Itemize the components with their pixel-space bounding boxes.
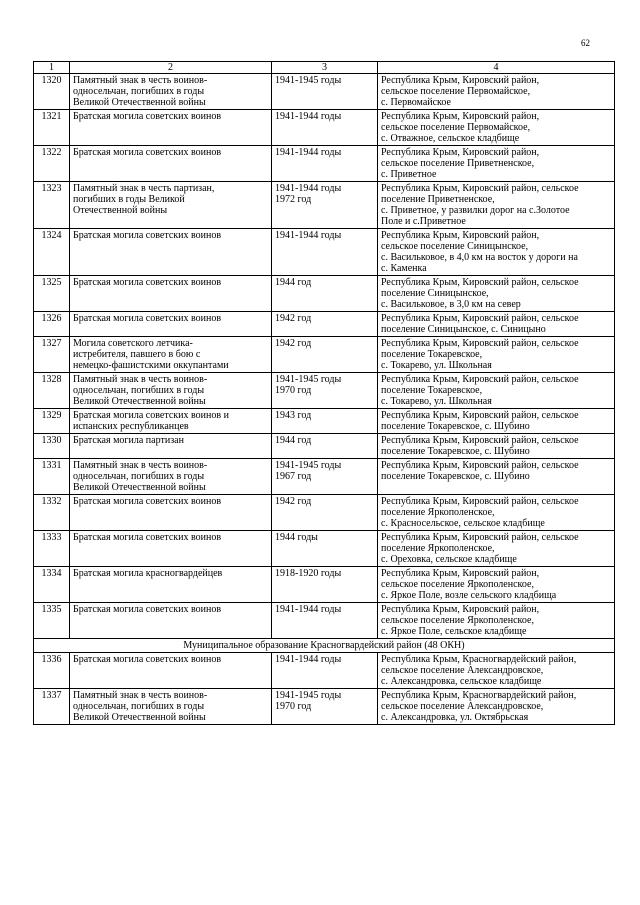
monument-name-cell: [70, 531, 272, 567]
monument-date-line: 1972 год: [275, 194, 312, 205]
monument-date-line: 1944 год: [275, 277, 312, 288]
table-row: [34, 495, 615, 531]
monument-name-line: истребителя, павшего в бою с: [73, 349, 201, 360]
monument-location-line: сельское поселение Приветненское,: [381, 158, 535, 169]
monument-name-cell: [70, 567, 272, 603]
monument-location-cell: [378, 182, 615, 229]
monument-date-cell: [272, 531, 378, 567]
table-row: [34, 74, 615, 110]
monument-number: 1328: [34, 373, 70, 409]
monument-location-line: поселение Токаревское, с. Шубино: [381, 421, 530, 432]
column-header-row: [34, 62, 615, 74]
monument-name-line: односельчан, погибших в годы: [73, 471, 205, 482]
monument-location-cell: [378, 531, 615, 567]
monument-number: 1321: [34, 110, 70, 146]
monument-location-line: Республика Крым, Кировский район, сельское: [381, 338, 579, 349]
column-header-1: 1: [34, 62, 70, 74]
monument-location-line: с. Красносельское, сельское кладбище: [381, 518, 545, 529]
monument-date-line: 1941-1944 годы: [275, 183, 342, 194]
monument-date-line: 1942 год: [275, 338, 312, 349]
monument-location-line: поселение Токаревское, с. Шубино: [381, 471, 530, 482]
monument-number: 1322: [34, 146, 70, 182]
monument-date-line: 1941-1945 годы: [275, 460, 342, 471]
monument-location-cell: [378, 276, 615, 312]
monument-name-cell: [70, 337, 272, 373]
monument-location-cell: [378, 373, 615, 409]
monument-location-cell: [378, 567, 615, 603]
monument-location-line: Республика Крым, Кировский район, сельское: [381, 374, 579, 385]
monument-location-line: Республика Крым, Кировский район, сельское: [381, 277, 579, 288]
monument-name-line: Братская могила партизан: [73, 435, 184, 446]
monument-name-line: односельчан, погибших в годы: [73, 86, 205, 97]
monument-date-cell: [272, 689, 378, 725]
monument-location-line: Республика Крым, Красногвардейский район,: [381, 654, 577, 665]
monument-name-line: Братская могила советских воинов: [73, 654, 222, 665]
monument-date-cell: [272, 434, 378, 459]
monument-location-cell: [378, 229, 615, 276]
monument-location-line: с. Васильковое, в 4,0 км на восток у дороги на: [381, 252, 578, 263]
monument-location-line: Республика Крым, Кировский район, сельское: [381, 435, 579, 446]
monument-location-line: поселение Яркополенское,: [381, 507, 495, 518]
monument-location-line: Республика Крым, Кировский район,: [381, 230, 540, 241]
table-row: [34, 459, 615, 495]
monument-date-cell: [272, 276, 378, 312]
monument-location-line: Республика Крым, Кировский район,: [381, 568, 540, 579]
monument-location-line: сельское поселение Синицынское,: [381, 241, 529, 252]
monument-location-line: Республика Крым, Кировский район,: [381, 111, 540, 122]
monument-date-cell: [272, 495, 378, 531]
monument-name-line: Братская могила советских воинов: [73, 277, 222, 288]
monument-location-line: с. Отважное, сельское кладбище: [381, 133, 520, 144]
monument-name-line: Братская могила советских воинов и: [73, 410, 229, 421]
monument-number: 1324: [34, 229, 70, 276]
monument-date-line: 1941-1944 годы: [275, 111, 342, 122]
monument-location-cell: [378, 653, 615, 689]
monument-name-line: Братская могила советских воинов: [73, 111, 222, 122]
monument-name-line: Памятный знак в честь воинов-: [73, 374, 208, 385]
table-row: [34, 229, 615, 276]
monument-location-line: Республика Крым, Кировский район, сельское: [381, 532, 579, 543]
monument-location-line: Республика Крым, Кировский район,: [381, 75, 540, 86]
monument-location-cell: [378, 110, 615, 146]
monument-number: 1327: [34, 337, 70, 373]
monument-date-cell: [272, 182, 378, 229]
monument-date-cell: [272, 567, 378, 603]
monument-location-line: сельское поселение Александровское,: [381, 701, 544, 712]
monument-location-line: поселение Токаревское,: [381, 385, 483, 396]
column-header-2: 2: [70, 62, 272, 74]
table-row: [34, 603, 615, 639]
monument-location-line: сельское поселение Первомайское,: [381, 122, 531, 133]
monument-number: 1333: [34, 531, 70, 567]
monument-location-cell: [378, 146, 615, 182]
monument-name-line: Братская могила советских воинов: [73, 496, 222, 507]
monument-name-line: односельчан, погибших в годы: [73, 701, 205, 712]
monument-location-line: поселение Приветненское,: [381, 194, 495, 205]
monument-date-line: 1941-1944 годы: [275, 604, 342, 615]
monument-location-line: поселение Синицынское,: [381, 288, 489, 299]
monument-location-line: с. Александровка, сельское кладбище: [381, 676, 542, 687]
monument-name-cell: [70, 312, 272, 337]
monument-location-line: с. Приветное, у развилки дорог на с.Золотое: [381, 205, 570, 216]
monument-name-cell: [70, 74, 272, 110]
table-row: [34, 434, 615, 459]
monument-number: 1323: [34, 182, 70, 229]
monument-location-line: сельское поселение Первомайское,: [381, 86, 531, 97]
table-row: [34, 146, 615, 182]
table-row: [34, 337, 615, 373]
monument-name-line: Памятный знак в честь воинов-: [73, 690, 208, 701]
monument-location-cell: [378, 312, 615, 337]
monument-date-cell: [272, 373, 378, 409]
monument-name-cell: [70, 373, 272, 409]
table-body-continued: [34, 653, 615, 725]
monument-location-line: Республика Крым, Кировский район,: [381, 604, 540, 615]
monument-number: 1320: [34, 74, 70, 110]
monument-location-line: Республика Крым, Кировский район, сельское: [381, 313, 579, 324]
monument-number: 1334: [34, 567, 70, 603]
monument-number: 1337: [34, 689, 70, 725]
monument-name-cell: [70, 229, 272, 276]
section-header-row: [34, 639, 615, 653]
monument-name-line: односельчан, погибших в годы: [73, 385, 205, 396]
monument-location-line: Республика Крым, Кировский район, сельское: [381, 410, 579, 421]
monument-name-line: испанских республиканцев: [73, 421, 189, 432]
table-row: [34, 312, 615, 337]
monument-location-line: сельское поселение Александровское,: [381, 665, 544, 676]
monument-date-cell: [272, 459, 378, 495]
monument-location-line: поселение Яркополенское,: [381, 543, 495, 554]
monument-date-line: 1967 год: [275, 471, 312, 482]
monument-name-cell: [70, 459, 272, 495]
table-row: [34, 567, 615, 603]
monument-location-cell: [378, 603, 615, 639]
monument-location-line: Поле и с.Приветное: [381, 216, 466, 227]
monument-date-cell: [272, 312, 378, 337]
monument-location-line: с. Ореховка, сельское кладбище: [381, 554, 517, 565]
monument-number: 1326: [34, 312, 70, 337]
monument-name-cell: [70, 276, 272, 312]
monument-number: 1332: [34, 495, 70, 531]
monument-location-line: с. Первомайское: [381, 97, 451, 108]
monument-location-line: Республика Крым, Кировский район,: [381, 147, 540, 158]
monument-location-line: с. Токарево, ул. Школьная: [381, 396, 492, 407]
monument-location-cell: [378, 74, 615, 110]
table-row: [34, 531, 615, 567]
monument-location-cell: [378, 689, 615, 725]
monument-date-line: 1944 годы: [275, 532, 318, 543]
monument-name-line: Великой Отечественной войны: [73, 97, 206, 108]
monument-name-line: Братская могила советских воинов: [73, 313, 222, 324]
monument-name-line: Братская могила красногвардейцев: [73, 568, 223, 579]
table-row: [34, 182, 615, 229]
monument-name-line: Братская могила советских воинов: [73, 604, 222, 615]
monument-location-line: с. Яркое Поле, возле сельского кладбища: [381, 590, 557, 601]
monument-location-line: с. Александровка, ул. Октябрьская: [381, 712, 529, 723]
monument-location-line: сельское поселение Яркополенское,: [381, 615, 534, 626]
monument-date-cell: [272, 146, 378, 182]
column-header-3: 3: [272, 62, 378, 74]
monument-date-cell: [272, 409, 378, 434]
monument-name-line: Великой Отечественной войны: [73, 482, 206, 493]
monument-date-line: 1941-1944 годы: [275, 654, 342, 665]
monument-date-line: 1943 год: [275, 410, 312, 421]
monument-location-line: с. Каменка: [381, 263, 427, 274]
section-title: Муниципальное образование Красногвардейский район: [183, 640, 422, 651]
monument-date-cell: [272, 229, 378, 276]
monument-number: 1336: [34, 653, 70, 689]
monument-date-line: 1918-1920 годы: [275, 568, 342, 579]
section-body: [34, 639, 615, 653]
table-row: [34, 373, 615, 409]
monument-date-line: 1941-1945 годы: [275, 690, 342, 701]
monument-number: 1335: [34, 603, 70, 639]
monument-date-cell: [272, 110, 378, 146]
monument-name-cell: [70, 653, 272, 689]
monument-name-line: Братская могила советских воинов: [73, 230, 222, 241]
page-number: 62: [581, 38, 590, 48]
monument-date-line: 1941-1945 годы: [275, 374, 342, 385]
monument-date-line: 1970 год: [275, 385, 312, 396]
table-row: [34, 409, 615, 434]
section-header-cell: [34, 639, 615, 653]
monument-location-line: Республика Крым, Кировский район, сельское: [381, 183, 579, 194]
monument-location-line: с. Приветное: [381, 169, 437, 180]
monument-date-line: 1941-1945 годы: [275, 75, 342, 86]
monument-number: 1330: [34, 434, 70, 459]
monument-location-line: поселение Синицынское, с. Синицыно: [381, 324, 546, 335]
monument-location-cell: [378, 434, 615, 459]
monument-name-line: немецко-фашистскими оккупантами: [73, 360, 229, 371]
monument-name-cell: [70, 110, 272, 146]
monument-date-cell: [272, 337, 378, 373]
monument-name-cell: [70, 182, 272, 229]
monument-name-cell: [70, 146, 272, 182]
monument-date-line: 1970 год: [275, 701, 312, 712]
monument-date-line: 1942 год: [275, 496, 312, 507]
table-row: [34, 276, 615, 312]
monument-location-line: поселение Токаревское,: [381, 349, 483, 360]
table-row: [34, 110, 615, 146]
section-count: (48 ОКН): [424, 640, 465, 651]
heritage-registry-table: [33, 61, 615, 725]
monument-location-line: Республика Крым, Красногвардейский район,: [381, 690, 577, 701]
monument-name-cell: [70, 495, 272, 531]
monument-date-line: 1941-1944 годы: [275, 147, 342, 158]
monument-location-line: Республика Крым, Кировский район, сельское: [381, 460, 579, 471]
monument-location-line: с. Яркое Поле, сельское кладбище: [381, 626, 527, 637]
monument-number: 1329: [34, 409, 70, 434]
monument-name-cell: [70, 689, 272, 725]
table-body: [34, 74, 615, 639]
monument-number: 1331: [34, 459, 70, 495]
monument-name-line: Памятный знак в честь воинов-: [73, 460, 208, 471]
monument-name-line: Великой Отечественной войны: [73, 712, 206, 723]
monument-name-line: Братская могила советских воинов: [73, 532, 222, 543]
monument-name-line: Отечественной войны: [73, 205, 168, 216]
monument-name-line: Памятный знак в честь воинов-: [73, 75, 208, 86]
monument-date-cell: [272, 603, 378, 639]
monument-location-line: сельское поселение Яркополенское,: [381, 579, 534, 590]
monument-name-cell: [70, 434, 272, 459]
monument-location-line: поселение Токаревское, с. Шубино: [381, 446, 530, 457]
monument-date-line: 1941-1944 годы: [275, 230, 342, 241]
monument-date-line: 1944 год: [275, 435, 312, 446]
column-header-4: 4: [378, 62, 615, 74]
monument-name-cell: [70, 603, 272, 639]
monument-location-line: с. Васильковое, в 3,0 км на север: [381, 299, 521, 310]
monument-location-cell: [378, 495, 615, 531]
monument-name-cell: [70, 409, 272, 434]
table-row: [34, 653, 615, 689]
monument-name-line: Памятный знак в честь партизан,: [73, 183, 215, 194]
monument-number: 1325: [34, 276, 70, 312]
monument-name-line: погибших в годы Великой: [73, 194, 185, 205]
monument-location-cell: [378, 337, 615, 373]
monument-date-cell: [272, 74, 378, 110]
monument-location-cell: [378, 459, 615, 495]
monument-date-line: 1942 год: [275, 313, 312, 324]
table-row: [34, 689, 615, 725]
monument-name-line: Могила советского летчика-: [73, 338, 193, 349]
monument-location-cell: [378, 409, 615, 434]
monument-location-line: Республика Крым, Кировский район, сельское: [381, 496, 579, 507]
monument-name-line: Братская могила советских воинов: [73, 147, 222, 158]
monument-location-line: с. Токарево, ул. Школьная: [381, 360, 492, 371]
monument-date-cell: [272, 653, 378, 689]
monument-name-line: Великой Отечественной войны: [73, 396, 206, 407]
